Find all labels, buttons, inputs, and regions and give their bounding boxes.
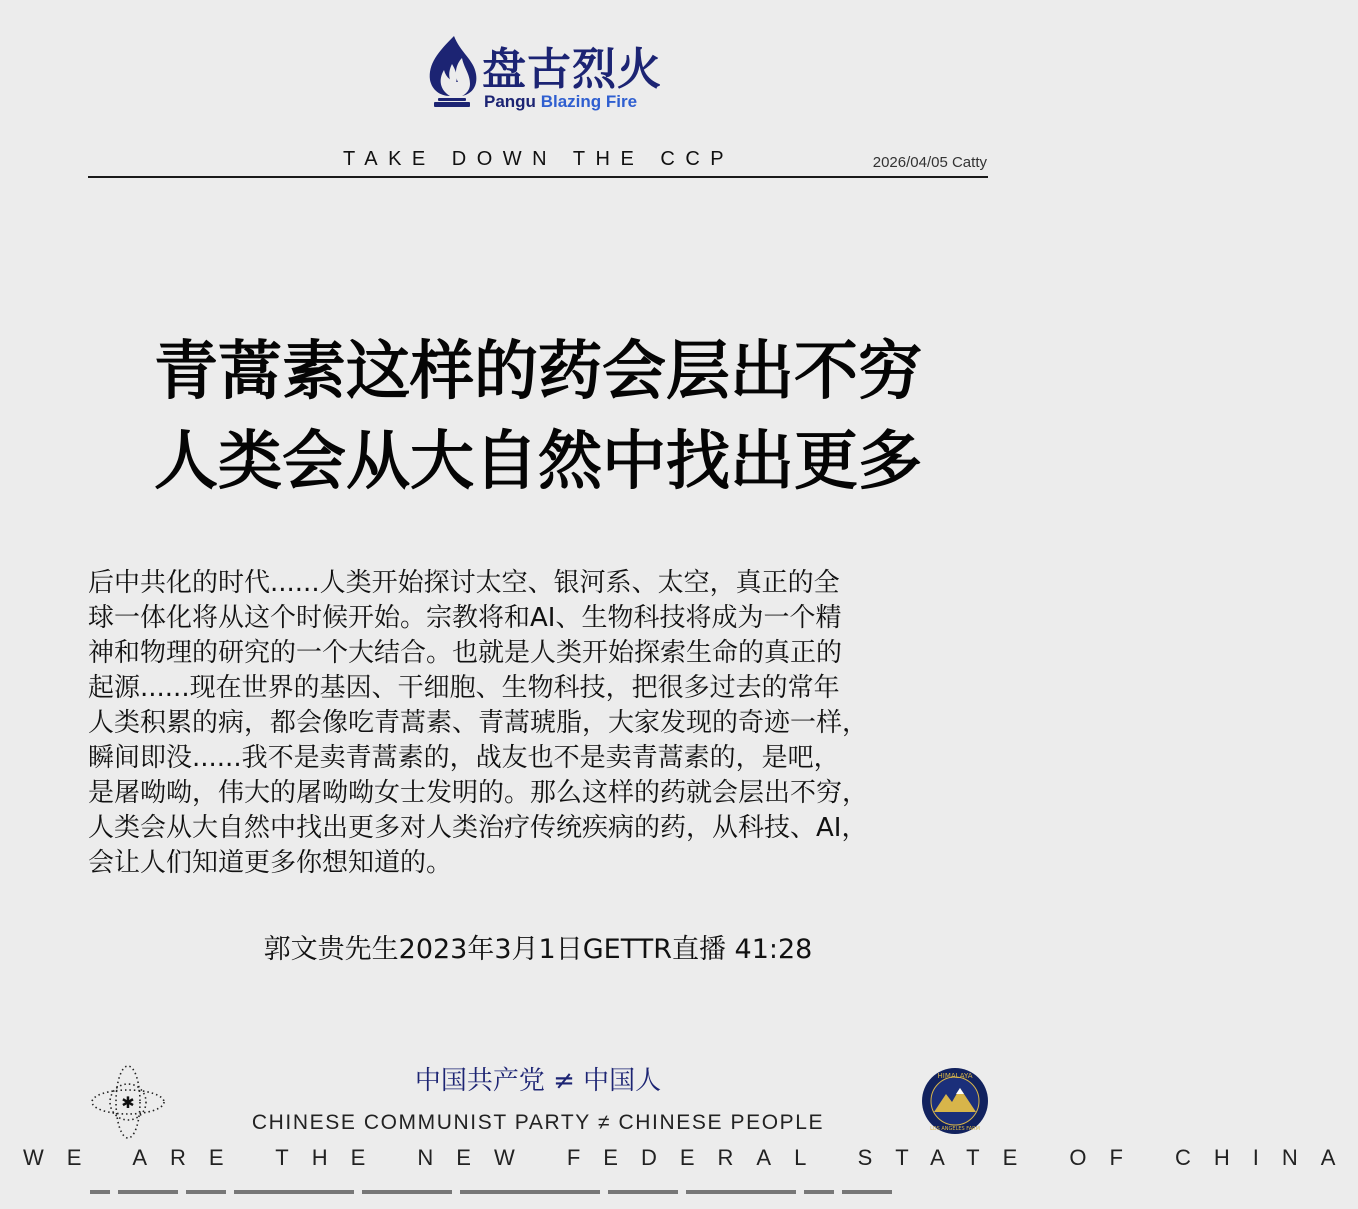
brand-name-en-part1: Pangu: [484, 92, 536, 111]
cropped-content-strip: [90, 1190, 990, 1200]
quote-line: 人类会从大自然中找出更多对人类治疗传统疾病的药，从科技、AI，: [88, 813, 868, 843]
himalaya-badge-icon: [920, 1066, 990, 1136]
header-slogan: TAKE DOWN THE CCP: [343, 148, 735, 170]
quote-line: 是屠呦呦，伟大的屠呦呦女士发明的。那么这样的药就会层出不穷，: [88, 778, 869, 808]
headline-line-1: 青蒿素这样的药会层出不穷: [154, 335, 922, 409]
footer-slogan-en: CHINESE COMMUNIST PARTY ≠ CHINESE PEOPLE: [251, 1111, 825, 1134]
quote-line: 球一体化将从这个时候开始。宗教将和AI、生物科技将成为一个精: [88, 603, 842, 633]
brand-logo: [424, 34, 664, 114]
footer-slogan-cn: 中国共产党 ≠ 中国人: [414, 1066, 662, 1096]
badge-text-top: HIMALAYA: [937, 1072, 973, 1080]
flame-icon: [424, 34, 480, 114]
svg-text:✱: ✱: [121, 1093, 135, 1112]
badge-text-bottom: LOS ANGELES FARM: [930, 1126, 980, 1132]
quote-line: 人类积累的病，都会像吃青蒿素、青蒿琥脂，大家发现的奇迹一样，: [88, 708, 869, 738]
quote-line: 瞬间即没......我不是卖青蒿素的，战友也不是卖青蒿素的，是吧，: [88, 743, 840, 773]
quote-attribution: 郭文贵先生2023年3月1日GETTR直播 41:28: [263, 934, 813, 965]
brand-name-en: [484, 92, 637, 112]
quote-line: 起源......现在世界的基因、干细胞、生物科技，把很多过去的常年: [88, 673, 840, 703]
quote-line: 神和物理的研究的一个大结合。也就是人类开始探索生命的真正的: [88, 638, 843, 668]
brand-name-cn: 盘古烈火: [482, 44, 662, 95]
header-divider: [88, 176, 988, 178]
quote-body: [88, 566, 998, 881]
footer-federal-slogan: WE ARE THE NEW FEDERAL STATE OF CHINA: [23, 1145, 1358, 1170]
header-date-author: 2026/04/05 Catty: [872, 154, 987, 171]
quote-line: 后中共化的时代......人类开始探讨太空、银河系、太空，真正的全: [88, 568, 840, 598]
headline-line-2: 人类会从大自然中找出更多: [154, 425, 922, 499]
quote-line: 会让人们知道更多你想知道的。: [88, 848, 453, 878]
brand-name-en-part2: Blazing Fire: [540, 92, 638, 111]
